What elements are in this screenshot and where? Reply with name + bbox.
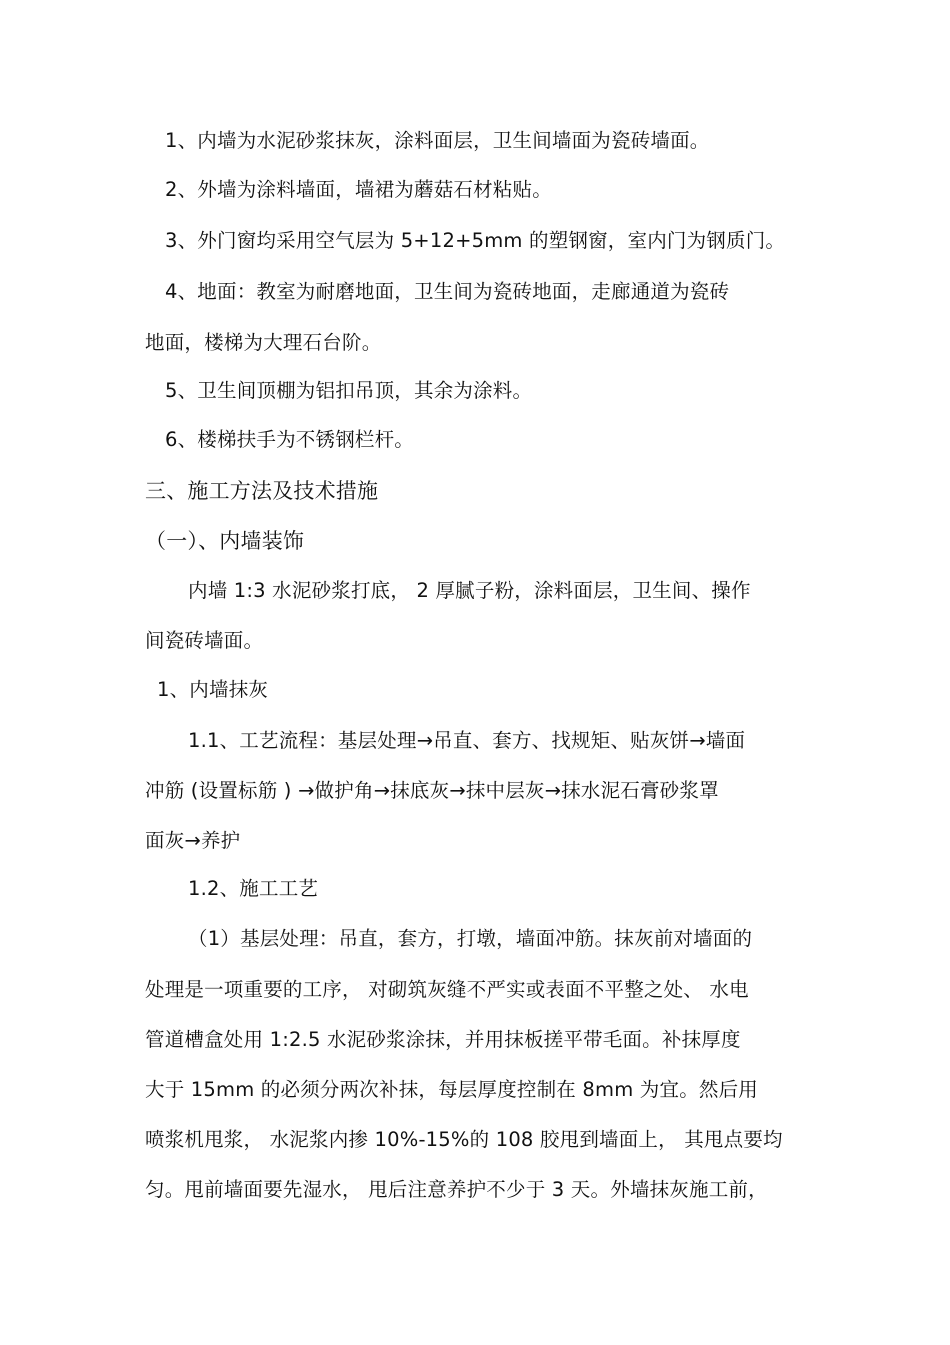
text-line-22: 匀。甩前墙面要先湿水， 甩后注意养护不少于 3 天。外墙抹灰施工前，	[145, 1178, 768, 1201]
subsection-heading: （一）、内墙装饰	[145, 529, 305, 553]
text-line-11: 间瓷砖墙面。	[145, 629, 264, 652]
item-heading: 1、内墙抹灰	[157, 678, 269, 701]
text-line-16: 1.2、施工工艺	[188, 877, 319, 900]
text-line-20: 大于 15mm 的必须分两次补抹，每层厚度控制在 8mm 为宜。然后用	[145, 1078, 758, 1101]
text-line-15: 面灰→养护	[145, 829, 241, 852]
text-line-4: 4、地面：教室为耐磨地面，卫生间为瓷砖地面，走廊通道为瓷砖	[165, 280, 730, 303]
text-line-19: 管道槽盒处用 1:2.5 水泥砂浆涂抹，并用抹板搓平带毛面。补抹厚度	[145, 1028, 741, 1051]
text-line-2: 2、外墙为涂料墙面，墙裙为蘑菇石材粘贴。	[165, 178, 552, 201]
text-line-17: （1）基层处理：吊直，套方，打墩，墙面冲筋。抹灰前对墙面的	[188, 927, 753, 950]
text-line-1: 1、内墙为水泥砂浆抹灰，涂料面层，卫生间墙面为瓷砖墙面。	[165, 129, 710, 152]
text-line-14: 冲筋 (设置标筋 ) →做护角→抹底灰→抹中层灰→抹水泥石膏砂浆罩	[145, 779, 719, 802]
text-line-18: 处理是一项重要的工序， 对砌筑灰缝不严实或表面不平整之处、 水电	[145, 978, 749, 1001]
text-line-5: 地面，楼梯为大理石台阶。	[145, 331, 382, 354]
text-line-13: 1.1、工艺流程：基层处理→吊直、套方、找规矩、贴灰饼→墙面	[188, 729, 746, 752]
text-line-7: 6、楼梯扶手为不锈钢栏杆。	[165, 428, 415, 451]
text-line-6: 5、卫生间顶棚为铝扣吊顶，其余为涂料。	[165, 379, 533, 402]
text-line-3: 3、外门窗均采用空气层为 5+12+5mm 的塑钢窗，室内门为钢质门。	[165, 229, 786, 252]
section-heading: 三、施工方法及技术措施	[145, 479, 379, 503]
text-line-10: 内墙 1:3 水泥砂浆打底， 2 厚腻子粉，涂料面层，卫生间、操作	[188, 579, 751, 602]
text-line-21: 喷浆机甩浆， 水泥浆内掺 10%-15%的 108 胶甩到墙面上， 其甩点要均	[145, 1128, 783, 1151]
